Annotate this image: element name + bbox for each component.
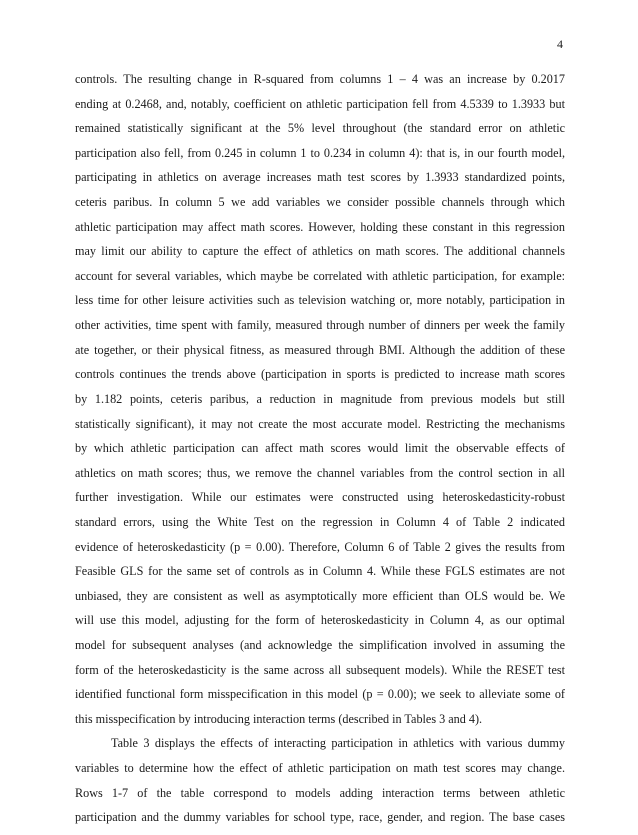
text-line: controls continues the trends above (participation in sports is predicted to increase math scores — [75, 367, 565, 382]
text-line: ate together, or their physical fitness, as measured through BMI. Although the addition of these — [75, 342, 565, 357]
text-line: remained statistically significant at the 5% level throughout (the standard error on athletic — [75, 121, 565, 136]
text-line: Feasible GLS for the same set of controls as in Column 4. While these FGLS estimates are not — [75, 564, 565, 579]
text-line: variables to determine how the effect of athletic participation on math test scores may change. — [75, 761, 565, 776]
page-number: 4 — [557, 37, 563, 51]
text-line: may limit our ability to capture the effect of athletics on math scores. The additional channels — [75, 244, 565, 259]
text-line: ending at 0.2468, and, notably, coefficient on athletic participation fell from 4.5339 to 1.3933 but — [75, 96, 565, 111]
text-line: further investigation. While our estimates were constructed using heteroskedasticity-robust — [75, 490, 565, 505]
text-line: standard errors, using the White Test on the regression in Column 4 of Table 2 indicated — [75, 514, 565, 529]
paragraph-end-line: this misspecification by introducing interaction terms (described in Tables 3 and 4). — [75, 711, 483, 726]
text-line: form of the heteroskedasticity is the same across all subsequent models). While the RESET test — [75, 662, 565, 677]
text-line: identified functional form misspecification in this model (p = 0.00); we seek to alleviate some of — [75, 687, 565, 702]
paragraph-start-line: Table 3 displays the effects of interacting participation in athletics with various dummy — [111, 736, 565, 751]
body-text — [75, 72, 565, 835]
text-line: less time for other leisure activities such as television watching or, more notably, participation in — [75, 293, 565, 308]
text-line: participating in athletics on average increases math test scores by 1.3933 standardized points, — [75, 170, 565, 185]
text-line: unbiased, they are consistent as well as asymptotically more efficient than OLS would be. We — [75, 588, 565, 603]
text-line: will use this model, adjusting for the form of heteroskedasticity in Column 4, as our optimal — [75, 613, 565, 628]
text-line: account for several variables, which maybe be correlated with athletic participation, for example: — [75, 268, 565, 283]
text-line: by 1.182 points, ceteris paribus, a reduction in magnitude from previous models but still — [75, 391, 565, 406]
text-line: ceteris paribus. In column 5 we add variables we consider possible channels through which — [75, 195, 565, 210]
text-line: evidence of heteroskedasticity (p = 0.00). Therefore, Column 6 of Table 2 gives the results from — [75, 539, 565, 554]
text-line: Rows 1-7 of the table correspond to models adding interaction terms between athletic — [75, 785, 565, 800]
text-line: participation also fell, from 0.245 in column 1 to 0.234 in column 4): that is, in our fourth model, — [75, 145, 565, 160]
text-line: controls. The resulting change in R-squared from columns 1 – 4 was an increase by 0.2017 — [75, 72, 565, 86]
text-line: by which athletic participation can affect math scores would limit the observable effects of — [75, 441, 565, 456]
text-line: athletics on math scores; thus, we remove the channel variables from the control section in all — [75, 465, 565, 480]
text-line: other activities, time spent with family, measured through number of dinners per week the family — [75, 318, 565, 333]
text-line: athletic participation may affect math scores. However, holding these constant in this regression — [75, 219, 565, 234]
text-line: participation and the dummy variables for school type, race, gender, and region. The base cases — [75, 810, 565, 825]
text-line: model for subsequent analyses (and acknowledge the simplification involved in assuming the — [75, 638, 565, 653]
text-line: statistically significant), it may not create the most accurate model. Restricting the mechanisms — [75, 416, 565, 431]
